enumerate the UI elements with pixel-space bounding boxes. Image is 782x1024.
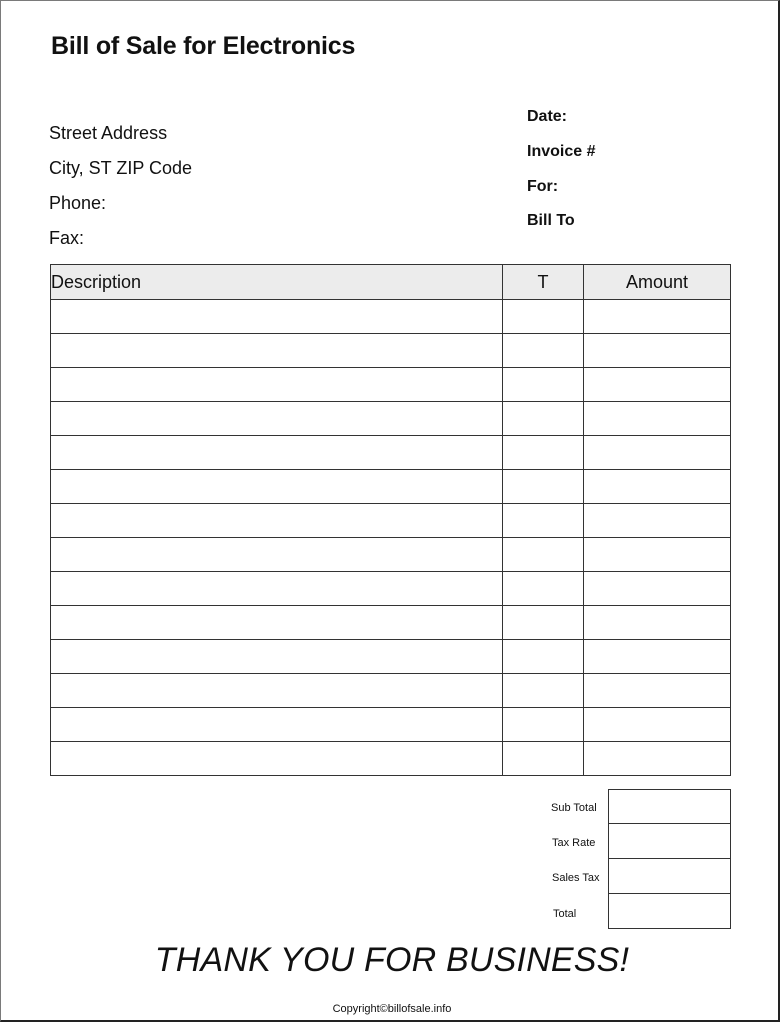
column-header-t: T — [503, 265, 584, 300]
items-table — [50, 264, 731, 776]
amount-cell[interactable] — [584, 334, 731, 368]
amount-cell[interactable] — [584, 606, 731, 640]
table-row — [51, 538, 731, 572]
date-label: Date: — [527, 108, 568, 125]
table-row — [51, 504, 731, 538]
amount-cell[interactable] — [584, 538, 731, 572]
amount-cell[interactable] — [584, 674, 731, 708]
description-cell[interactable] — [51, 572, 503, 606]
table-row — [51, 300, 731, 334]
sub-total-field[interactable] — [608, 789, 731, 824]
totals-box — [608, 789, 731, 929]
amount-cell[interactable] — [584, 436, 731, 470]
amount-cell[interactable] — [584, 504, 731, 538]
column-header-description: Description — [51, 265, 503, 300]
description-cell[interactable] — [51, 708, 503, 742]
street-address: Street Address — [49, 123, 168, 143]
t-cell[interactable] — [503, 572, 584, 606]
total-label: Total — [553, 908, 577, 920]
table-row — [51, 436, 731, 470]
t-cell[interactable] — [503, 368, 584, 402]
tax-rate-label: Tax Rate — [552, 837, 596, 849]
t-cell[interactable] — [503, 436, 584, 470]
table-header-row — [51, 265, 731, 300]
description-cell[interactable] — [51, 470, 503, 504]
description-cell[interactable] — [51, 504, 503, 538]
table-row — [51, 674, 731, 708]
description-cell[interactable] — [51, 674, 503, 708]
t-cell[interactable] — [503, 606, 584, 640]
t-cell[interactable] — [503, 708, 584, 742]
table-row — [51, 402, 731, 436]
amount-cell[interactable] — [584, 640, 731, 674]
t-cell[interactable] — [503, 504, 584, 538]
description-cell[interactable] — [51, 300, 503, 334]
t-cell[interactable] — [503, 402, 584, 436]
table-row — [51, 572, 731, 606]
description-cell[interactable] — [51, 640, 503, 674]
table-row — [51, 640, 731, 674]
t-cell[interactable] — [503, 640, 584, 674]
amount-cell[interactable] — [584, 470, 731, 504]
table-row — [51, 708, 731, 742]
sub-total-label: Sub Total — [551, 802, 597, 814]
city-state-zip: City, ST ZIP Code — [49, 158, 193, 178]
tax-rate-field[interactable] — [608, 824, 731, 859]
invoice-number-label: Invoice # — [527, 143, 596, 160]
total-field[interactable] — [608, 894, 731, 929]
bill-to-label: Bill To — [527, 212, 575, 229]
column-header-amount: Amount — [584, 265, 731, 300]
sales-tax-label: Sales Tax — [552, 872, 600, 884]
phone-label: Phone: — [49, 193, 107, 213]
thank-you-message: THANK YOU FOR BUSINESS! — [154, 941, 630, 979]
table-row — [51, 606, 731, 640]
t-cell[interactable] — [503, 742, 584, 776]
table-row — [51, 470, 731, 504]
description-cell[interactable] — [51, 368, 503, 402]
table-row — [51, 742, 731, 776]
items-table-body — [51, 300, 731, 776]
t-cell[interactable] — [503, 674, 584, 708]
fax-label: Fax: — [49, 228, 85, 248]
t-cell[interactable] — [503, 470, 584, 504]
sales-tax-field[interactable] — [608, 859, 731, 894]
amount-cell[interactable] — [584, 402, 731, 436]
t-cell[interactable] — [503, 300, 584, 334]
document-title: Bill of Sale for Electronics — [51, 32, 356, 60]
for-label: For: — [527, 178, 559, 195]
table-row — [51, 334, 731, 368]
description-cell[interactable] — [51, 402, 503, 436]
t-cell[interactable] — [503, 334, 584, 368]
t-cell[interactable] — [503, 538, 584, 572]
description-cell[interactable] — [51, 436, 503, 470]
amount-cell[interactable] — [584, 708, 731, 742]
description-cell[interactable] — [51, 538, 503, 572]
copyright-notice: Copyright©billofsale.info — [332, 1003, 452, 1015]
amount-cell[interactable] — [584, 300, 731, 334]
amount-cell[interactable] — [584, 368, 731, 402]
description-cell[interactable] — [51, 334, 503, 368]
description-cell[interactable] — [51, 742, 503, 776]
amount-cell[interactable] — [584, 742, 731, 776]
description-cell[interactable] — [51, 606, 503, 640]
amount-cell[interactable] — [584, 572, 731, 606]
table-row — [51, 368, 731, 402]
